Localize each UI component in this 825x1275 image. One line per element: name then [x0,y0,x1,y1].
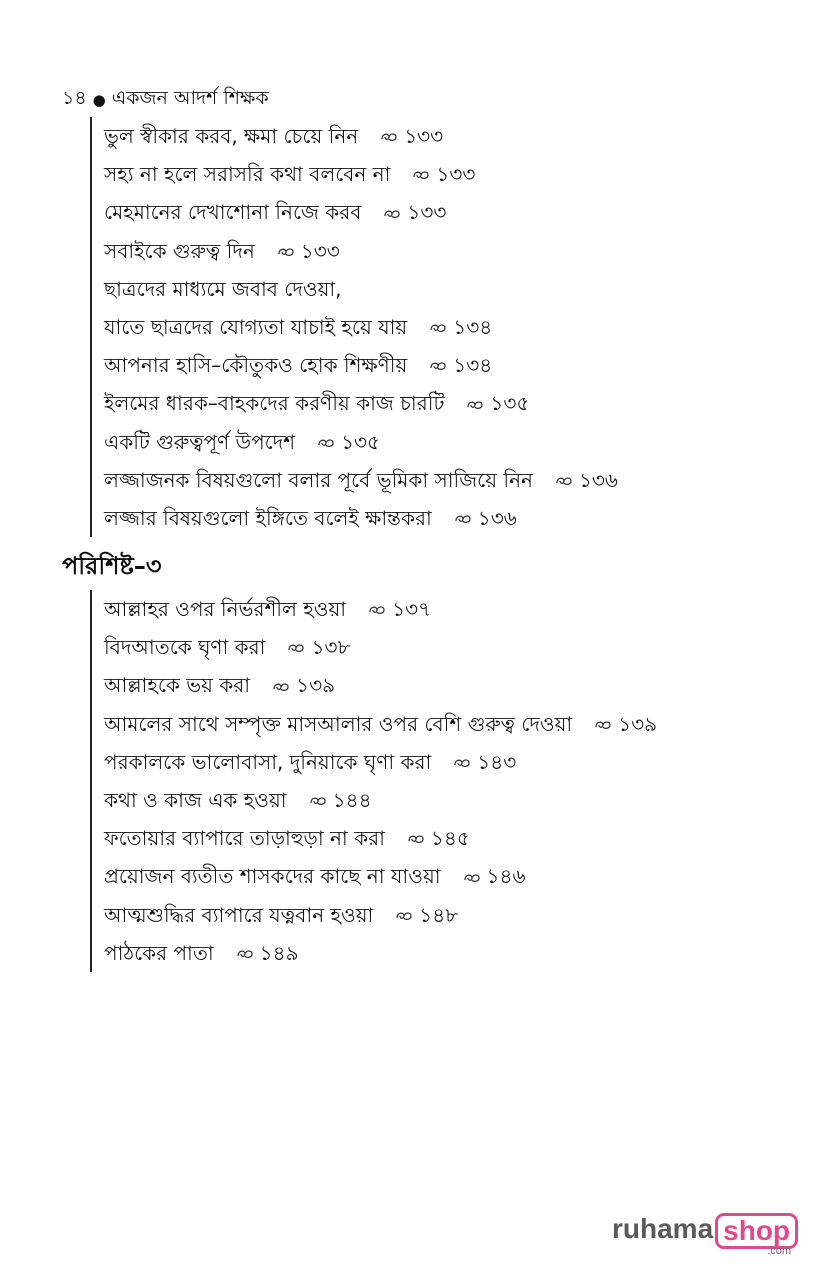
toc-section-1 [90,117,618,537]
page-pointer-icon [287,641,305,655]
toc-entry [104,499,618,537]
toc-entry [104,743,657,781]
toc-entry-page: ১৩৯ [296,673,336,698]
toc-entry-title: আল্লাহকে ভয় করা [104,673,251,698]
toc-entry [104,384,618,422]
page-pointer-icon [454,512,472,526]
page-number: ১৪ [62,87,87,109]
toc-entry-title: সবাইকে গুরুত্ব দিন [104,238,255,263]
page-pointer-icon [380,130,398,144]
logo-text-shop: shop [723,1215,791,1246]
toc-entry-title: ফতোয়ার ব্যাপারে তাড়াহুড়া না করা [104,826,385,851]
page-pointer-icon [309,794,327,808]
toc-entry [104,308,618,346]
page-pointer-icon [368,603,386,617]
header-separator: ● [92,91,106,109]
toc-entry-page: ১৪৮ [419,902,459,927]
toc-entry [104,270,618,308]
toc-entry-page: ১৪৬ [486,864,526,889]
ruhamashop-logo [612,1213,798,1257]
toc-entry-page: ১৩৩ [300,238,340,263]
toc-entry-page: ১৩৩ [407,200,447,225]
toc-entry [104,346,618,384]
toc-entry [104,155,618,193]
logo-text-shop-box [715,1213,798,1257]
toc-entry [104,232,618,270]
toc-entry [104,628,657,666]
toc-entry-page: ১৪৯ [259,940,299,965]
page-pointer-icon [412,168,430,182]
logo-tld: .com [767,1245,792,1257]
page-pointer-icon [555,474,573,488]
toc-entry-page: ১৩৫ [341,429,381,454]
toc-entry [104,781,657,819]
toc-entry [104,666,657,704]
toc-entry-page: ১৩৩ [404,124,444,148]
toc-entry [104,117,618,155]
toc-entry-page: ১৩৭ [392,597,432,621]
toc-entry [104,896,657,934]
toc-entry-page: ১৩৩ [436,162,476,187]
toc-entry-title: আপনার হাসি–কৌতুকও হোক শিক্ষণীয় [104,353,408,378]
page-pointer-icon [272,680,290,694]
toc-entry-title: কথা ও কাজ এক হওয়া [104,788,287,813]
toc-entry-title: আল্লাহর ওপর নির্ভরশীল হওয়া [104,597,347,621]
page-pointer-icon [277,245,295,259]
toc-entry-title: বিদআতকে ঘৃণা করা [104,635,266,660]
toc-entry-page: ১৩৪ [453,315,493,340]
logo-text-ruhama: ruhama [612,1213,714,1244]
toc-entry-page: ১৩৮ [311,635,351,660]
toc-entry [104,819,657,857]
toc-entry-page: ১৩৬ [477,506,517,531]
toc-entry-title: লজ্জার বিষয়গুলো ইঙ্গিতে বলেই ক্ষান্তকরা [104,506,432,531]
toc-entry-title: ভুল স্বীকার করব, ক্ষমা চেয়ে নিন [104,124,359,148]
toc-entry-page: ১৪৩ [477,749,517,774]
toc-section-2 [90,590,657,972]
page-pointer-icon [594,718,612,732]
toc-entry [104,193,618,231]
toc-entry-title: একটি গুরুত্বপূর্ণ উপদেশ [104,429,296,454]
toc-entry [104,934,657,972]
page-pointer-icon [429,359,447,373]
page-pointer-icon [453,756,471,770]
toc-entry-title: পাঠকের পাতা [104,940,214,965]
toc-entry-page: ১৪৪ [332,788,372,813]
page-pointer-icon [407,832,425,846]
toc-entry-title: লজ্জাজনক বিষয়গুলো বলার পূর্বে ভূমিকা সাজিয়ে নিন [104,467,533,492]
page-pointer-icon [463,871,481,885]
toc-entry [104,590,657,628]
toc-entry [104,461,618,499]
page-pointer-icon [429,321,447,335]
toc-entry-title: প্রয়োজন ব্যতীত শাসকদের কাছে না যাওয়া [104,864,441,889]
toc-entry-title: আত্মশুদ্ধির ব্যাপারে যত্নবান হওয়া [104,902,374,927]
toc-entry-title: ছাত্রদের মাধ্যমে জবাব দেওয়া, [104,276,342,301]
toc-entry-title: মেহমানের দেখাশোনা নিজে করব [104,200,362,225]
toc-entry-title: ইলমের ধারক–বাহকদের করণীয় কাজ চারটি [104,391,445,416]
toc-entry [104,705,657,743]
book-title: একজন আদর্শ শিক্ষক [111,87,269,109]
section-heading: পরিশিষ্ট–৩ [62,552,162,580]
page-pointer-icon [383,207,401,221]
page-pointer-icon [236,947,254,961]
toc-entry [104,423,618,461]
toc-entry-page: ১৩৪ [453,353,493,378]
toc-entry [104,857,657,895]
toc-entry-page: ১৩৬ [578,467,618,492]
toc-entry-title: পরকালকে ভালোবাসা, দুনিয়াকে ঘৃণা করা [104,749,432,774]
page-pointer-icon [317,436,335,450]
running-header [62,84,269,116]
toc-entry-title: আমলের সাথে সম্পৃক্ত মাসআলার ওপর বেশি গুরুত্ব দেওয়া [104,711,573,736]
page-pointer-icon [466,398,484,412]
page-pointer-icon [395,909,413,923]
toc-entry-page: ১৩৫ [490,391,530,416]
toc-entry-page: ১৪৫ [430,826,470,851]
toc-entry-page: ১৩৯ [618,711,658,736]
toc-entry-title: যাতে ছাত্রদের যোগ্যতা যাচাই হয়ে যায় [104,315,408,340]
toc-entry-title: সহ্য না হলে সরাসরি কথা বলবেন না [104,162,391,187]
